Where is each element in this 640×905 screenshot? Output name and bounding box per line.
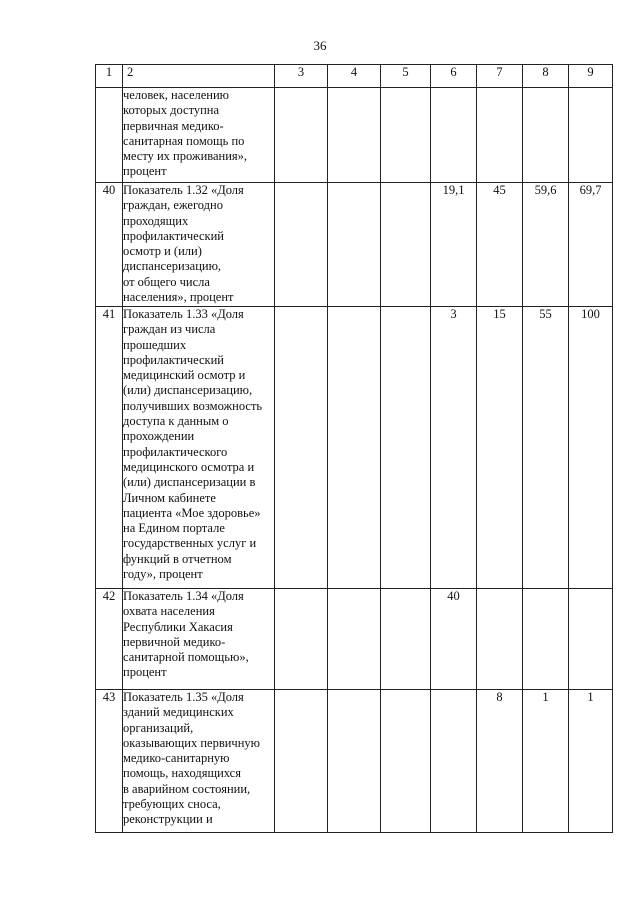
description-line: доступа к данным о: [123, 414, 229, 429]
value-cell: 59,6: [523, 183, 569, 307]
indicator-description: [123, 307, 275, 589]
description-line: Республики Хакасия: [123, 619, 233, 634]
description-line: диспансеризацию,: [123, 259, 222, 274]
description-line: Показатель 1.32 «Доля: [123, 183, 244, 197]
value-cell: [275, 307, 328, 589]
column-header: 6: [431, 65, 477, 88]
value-cell: 55: [523, 307, 569, 589]
table-row: [96, 589, 613, 690]
value-cell: [328, 88, 381, 183]
value-cell: [431, 690, 477, 833]
table-row: [96, 183, 613, 307]
description-line: реконструкции и: [123, 812, 213, 827]
description-line: году», процент: [123, 567, 203, 582]
description-line: Показатель 1.33 «Доля: [123, 307, 244, 321]
indicator-table: [95, 64, 613, 833]
value-cell: 1: [569, 690, 613, 833]
row-number: [96, 88, 123, 183]
description-line: первичная медико-: [123, 118, 224, 133]
row-number: 40: [96, 183, 123, 307]
description-line: государственных услуг и: [123, 536, 257, 551]
description-line: медицинского осмотра и: [123, 459, 255, 474]
row-number: 41: [96, 307, 123, 589]
description-line: получивших возможность: [123, 398, 263, 413]
value-cell: [275, 589, 328, 690]
value-cell: [275, 690, 328, 833]
value-cell: [275, 88, 328, 183]
table-row: [96, 690, 613, 833]
value-cell: 1: [523, 690, 569, 833]
column-header: 9: [569, 65, 613, 88]
description-line: организаций,: [123, 720, 194, 735]
description-line: (или) диспансеризации в: [123, 475, 256, 490]
value-cell: 69,7: [569, 183, 613, 307]
description-line: охвата населения: [123, 604, 215, 619]
description-line: пациента «Мое здоровье»: [123, 505, 261, 520]
description-line: профилактического: [123, 444, 228, 459]
indicator-description: [123, 183, 275, 307]
description-line: (или) диспансеризацию,: [123, 383, 253, 398]
description-line: требующих сноса,: [123, 797, 221, 812]
description-line: зданий медицинских: [123, 705, 234, 720]
description-line: которых доступна: [123, 103, 220, 118]
description-line: проходящих: [123, 213, 189, 228]
description-line: Показатель 1.34 «Доля: [123, 589, 244, 603]
description-line: медицинский осмотр и: [123, 368, 246, 383]
description-line: граждан из числа: [123, 322, 216, 337]
column-header: 5: [381, 65, 431, 88]
column-header: 8: [523, 65, 569, 88]
description-line: Личном кабинете: [123, 490, 216, 505]
page-number: 36: [313, 38, 327, 53]
description-line: процент: [123, 665, 167, 680]
value-cell: [523, 88, 569, 183]
description-line: помощь, находящихся: [123, 766, 241, 781]
value-cell: [381, 307, 431, 589]
indicator-description: [123, 589, 275, 690]
value-cell: 40: [431, 589, 477, 690]
table-row: [96, 307, 613, 589]
description-line: в аварийном состоянии,: [123, 781, 251, 796]
description-line: функций в отчетном: [123, 551, 232, 566]
value-cell: [328, 589, 381, 690]
row-number: 43: [96, 690, 123, 833]
description-line: на Едином портале: [123, 521, 225, 536]
description-line: санитарная помощь по: [123, 133, 245, 148]
value-cell: [381, 183, 431, 307]
value-cell: 15: [477, 307, 523, 589]
value-cell: [381, 88, 431, 183]
description-line: осмотр и (или): [123, 244, 202, 259]
value-cell: [381, 589, 431, 690]
description-line: санитарной помощью»,: [123, 650, 249, 665]
value-cell: [328, 307, 381, 589]
column-header: 3: [275, 65, 328, 88]
description-line: населения», процент: [123, 290, 234, 305]
description-line: прохождении: [123, 429, 195, 444]
value-cell: 100: [569, 307, 613, 589]
value-cell: [569, 88, 613, 183]
value-cell: [431, 88, 477, 183]
value-cell: [328, 183, 381, 307]
description-line: месту их проживания»,: [123, 149, 248, 164]
value-cell: [523, 589, 569, 690]
indicator-description: [123, 88, 275, 183]
description-line: человек, населению: [123, 88, 230, 102]
value-cell: [569, 589, 613, 690]
column-header: 4: [328, 65, 381, 88]
value-cell: [328, 690, 381, 833]
value-cell: [477, 589, 523, 690]
value-cell: 19,1: [431, 183, 477, 307]
value-cell: [275, 183, 328, 307]
description-line: медико-санитарную: [123, 751, 230, 766]
column-header: 1: [96, 65, 123, 88]
value-cell: 3: [431, 307, 477, 589]
description-line: процент: [123, 164, 167, 179]
column-header: 7: [477, 65, 523, 88]
row-number: 42: [96, 589, 123, 690]
header-row: [96, 65, 613, 88]
description-line: оказывающих первичную: [123, 735, 260, 750]
indicator-description: [123, 690, 275, 833]
column-header: 2: [123, 65, 275, 88]
value-cell: [381, 690, 431, 833]
description-line: Показатель 1.35 «Доля: [123, 690, 244, 704]
description-line: профилактический: [123, 352, 224, 367]
description-line: первичной медико-: [123, 634, 226, 649]
description-line: прошедших: [123, 337, 187, 352]
description-line: граждан, ежегодно: [123, 198, 223, 213]
value-cell: 8: [477, 690, 523, 833]
table-row: [96, 88, 613, 183]
description-line: от общего числа: [123, 274, 210, 289]
value-cell: [477, 88, 523, 183]
value-cell: 45: [477, 183, 523, 307]
description-line: профилактический: [123, 228, 224, 243]
